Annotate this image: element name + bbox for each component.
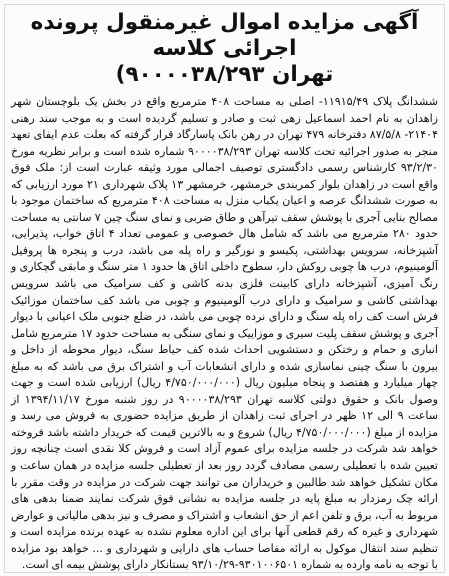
title-line-1: آگهی مزایده اموال غیرمنقول پرونده اجرائی کلاسه <box>30 10 419 61</box>
notice-body: ششدانگ پلاک ۱۱۹۱۵/۴۹- اصلی به مساحت ۴۰۸ مترمربع واقع در بخش یک بلوچستان شهر زاهدان به نام احمد اسماعیل زهی ثبت و صادر و تسلیم گردیده است و به موجب سند رهنی ۲۱۴۰۴- ۸۷/۵/۸ دفترخانه ۴۷۹ تهران در رهن بانک پاسارگاد قرار گرفته که بعلت عدم ایفای تعهد منجر به صدور اجرائیه تحت کلاسه تهران ۹۰۰۰۰۳۸/۲۹۳ شماره شده است و برابر نظریه مورخ ۹۳/۲/۳۰ کارشناس رسمی دادگستری توصیف اجمالی مورد وثیقه عبارت است از: ملک فوق واقع است در زاهدان بلوار کمربندی خرمشهر، خرمشهر ۱۳ پلاک شهرداری ۲۱ مورد ارزیابی که به صورت ششدانگ عرصه و اعیان یکباب منزل به مساحت ۴۰۸ مترمربع که ساختمان موجود با مصالح بنایی آجری با پوشش سقف تیرآهن و طاق ضربی و نمای سنگ چین ۷ سانتی به مساحت حدود ۲۸۰ مترمربع می باشد که شامل هال خصوصی و عمومی تعداد ۴ اتاق خواب، پذیرایی، آشپزخانه، سرویس بهداشتی، پکیسو و نورگیر و راه پله می باشد، درب و پنجره ها پروفیل آلومینیوم، درب ها چوبی روکش دار، سطوح داخلی اتاق ها حدود ۱ متر سنگ و مابقی گچکاری و رنگ آمیزی، آشپزخانه دارای کابینت فلزی بدنه کاشی و کف سرامیک می باشد سرویس بهداشتی کاشی و سرامیک و دارای درب آلومینیوم و چوبی می باشد کف ساختمان موزائیک فرش است کف راه پله سنگ و دارای نرده چوبی می باشد، در ضلع جنوبی ملک اعیانی با دیوار آجری و پوشش سقف پلیت سیری و موزاییک و نمای سنگی به مساحت حدود ۱۷ مترمربع شامل انباری و حمام و رختکن و دستشویی احداث شده کف حیاط سنگ، دیوار محوطه از داخل و بیرون با سنگ چینی نماسازی شده و دارای انشعابات آب و اشتراک برق می باشد که به مبلغ چهار میلیارد و هفتصد و پنجاه میلیون ریال (۴/۷۵۰/۰۰۰/۰۰۰ ریال) ارزیابی شده است و جهت وصول بانک و حقوق دولتی کلاسه تهران ۹۰۰۰۰۳۸/۲۹۳ در روز شنبه مورخ ۱۳۹۴/۱۱/۱۷ از ساعت ۹ الی ۱۲ ظهر در اجرای ثبت زاهدان از طریق مزایده حضوری به فروش می رسد و مزایده از مبلغ (۴/۷۵۰/۰۰۰/۰۰۰ ریال) شروع و به بالاترین قیمت که خریدار داشته باشد فروخته خواهد شد شرکت در جلسه مزایده برای عموم آزاد است و فروش کلا نقدی است چنانچه روز تعیین شده با تعطیلی رسمی مصادف گردد روز بعد از تعطیلی جلسه مزایده در همان ساعت و مکان تشکیل خواهد شد طالبین و خریداران می توانند جهت شرکت در مزایده در وقت مقرر با ارائه چک رمزدار به مبلغ پایه در جلسه مزایده به نشانی فوق شرکت نمایند ضمنا بدهی های مربوط به آب، برق و تلفن اعم از حق انشعاب و اشتراک و مصرف و نیز بدهی مالیاتی و عوارض شهرداری و غیره که رقم قطعی آنها برای این اداره معلوم نشده به عهده برنده مزایده است و تنظیم سند انتقال موکول به ارائه مفاصا حساب های دارایی و شهرداری و ... خواهد بود مزایده با توجه به نامه وارده به شماره ۹۳۰۱۰۰۶۵۰۱-۹۳/۱۰/۲۹ بستانکار دارای پوشش بیمه ای است. <box>11 95 439 572</box>
notice-title <box>10 10 439 88</box>
title-line-2: تهران ۹۰۰۰۰۳۸/۲۹۳) <box>115 62 334 87</box>
